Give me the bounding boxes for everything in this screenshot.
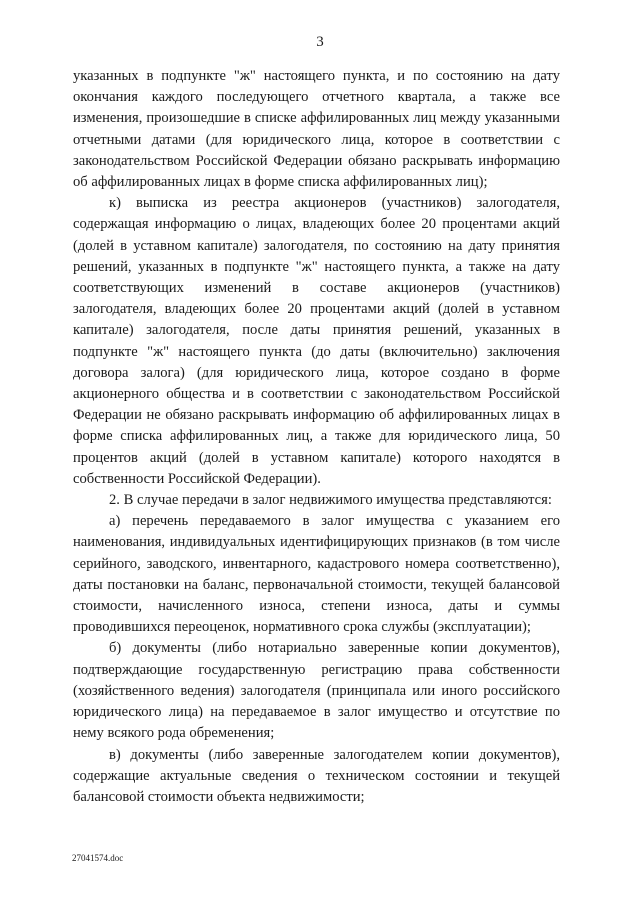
paragraph-k: к) выписка из реестра акционеров (участников) залогодателя, содержащая информацию о лицах, владеющих более 20 процентами акций (долей в уставном капитале) залогодателя, по состоянию на дату принятия решений, указанных в подпункте "ж" настоящего пункта, а также на дату соответствующих изменений в составе акционеров (участников) залогодателя, владеющих более 20 процентами акций (долей в уставном капитале) залогодателя, после даты принятия решений, указанных в подпункте "ж" настоящего пункта (до даты (включительно) заключения договора залога) (для юридического лица, которое создано в форме акционерного общества и в соответствии с законодательством Российской Федерации не обязано раскрывать информацию об аффилированных лицах в форме списка аффилированных лиц, а также для юридического лица, 50 процентов акций (долей в уставном капитале) которого находятся в собственности Российской Федерации).: [73, 195, 560, 487]
paragraph-b: б) документы (либо нотариально заверенные копии документов), подтверждающие государственную регистрацию права собственности (хозяйственного ведения) залогодателя (принципала или иного российского юридического лица) на передаваемое в залог имущество и отсутствие по нему всякого рода обременения;: [73, 640, 560, 742]
paragraph-continuation: указанных в подпункте "ж" настоящего пункта, и по состоянию на дату окончания каждого последующего отчетного квартала, а также все изменения, произошедшие в списке аффилированных лиц между указанными отчетными датами (для юридического лица, которое в соответствии с законодательством Российской Федерации обязано раскрывать информацию об аффилированных лицах в форме списка аффилированных лиц);: [73, 68, 560, 191]
paragraph-2: 2. В случае передачи в залог недвижимого имущества представляются:: [109, 492, 552, 509]
paragraph-v: в) документы (либо заверенные залогодателем копии документов), содержащие актуальные сведения о техническом состоянии и текущей балансовой стоимости объекта недвижимости;: [73, 746, 560, 805]
document-body: [73, 66, 560, 808]
document-footer-filename: 27041574.doc: [72, 853, 124, 863]
paragraph-a: а) перечень передаваемого в залог имущества с указанием его наименования, индивидуальных идентифицирующих признаков (в том числе серийного, заводского, инвентарного, кадастрового номера соответственно), даты постановки на баланс, первоначальной стоимости, текущей балансовой стоимости, начисленного износа, степени износа, даты и суммы проводившихся переоценок, нормативного срока службы (эксплуатации);: [73, 513, 560, 636]
page-number: 3: [316, 34, 324, 50]
